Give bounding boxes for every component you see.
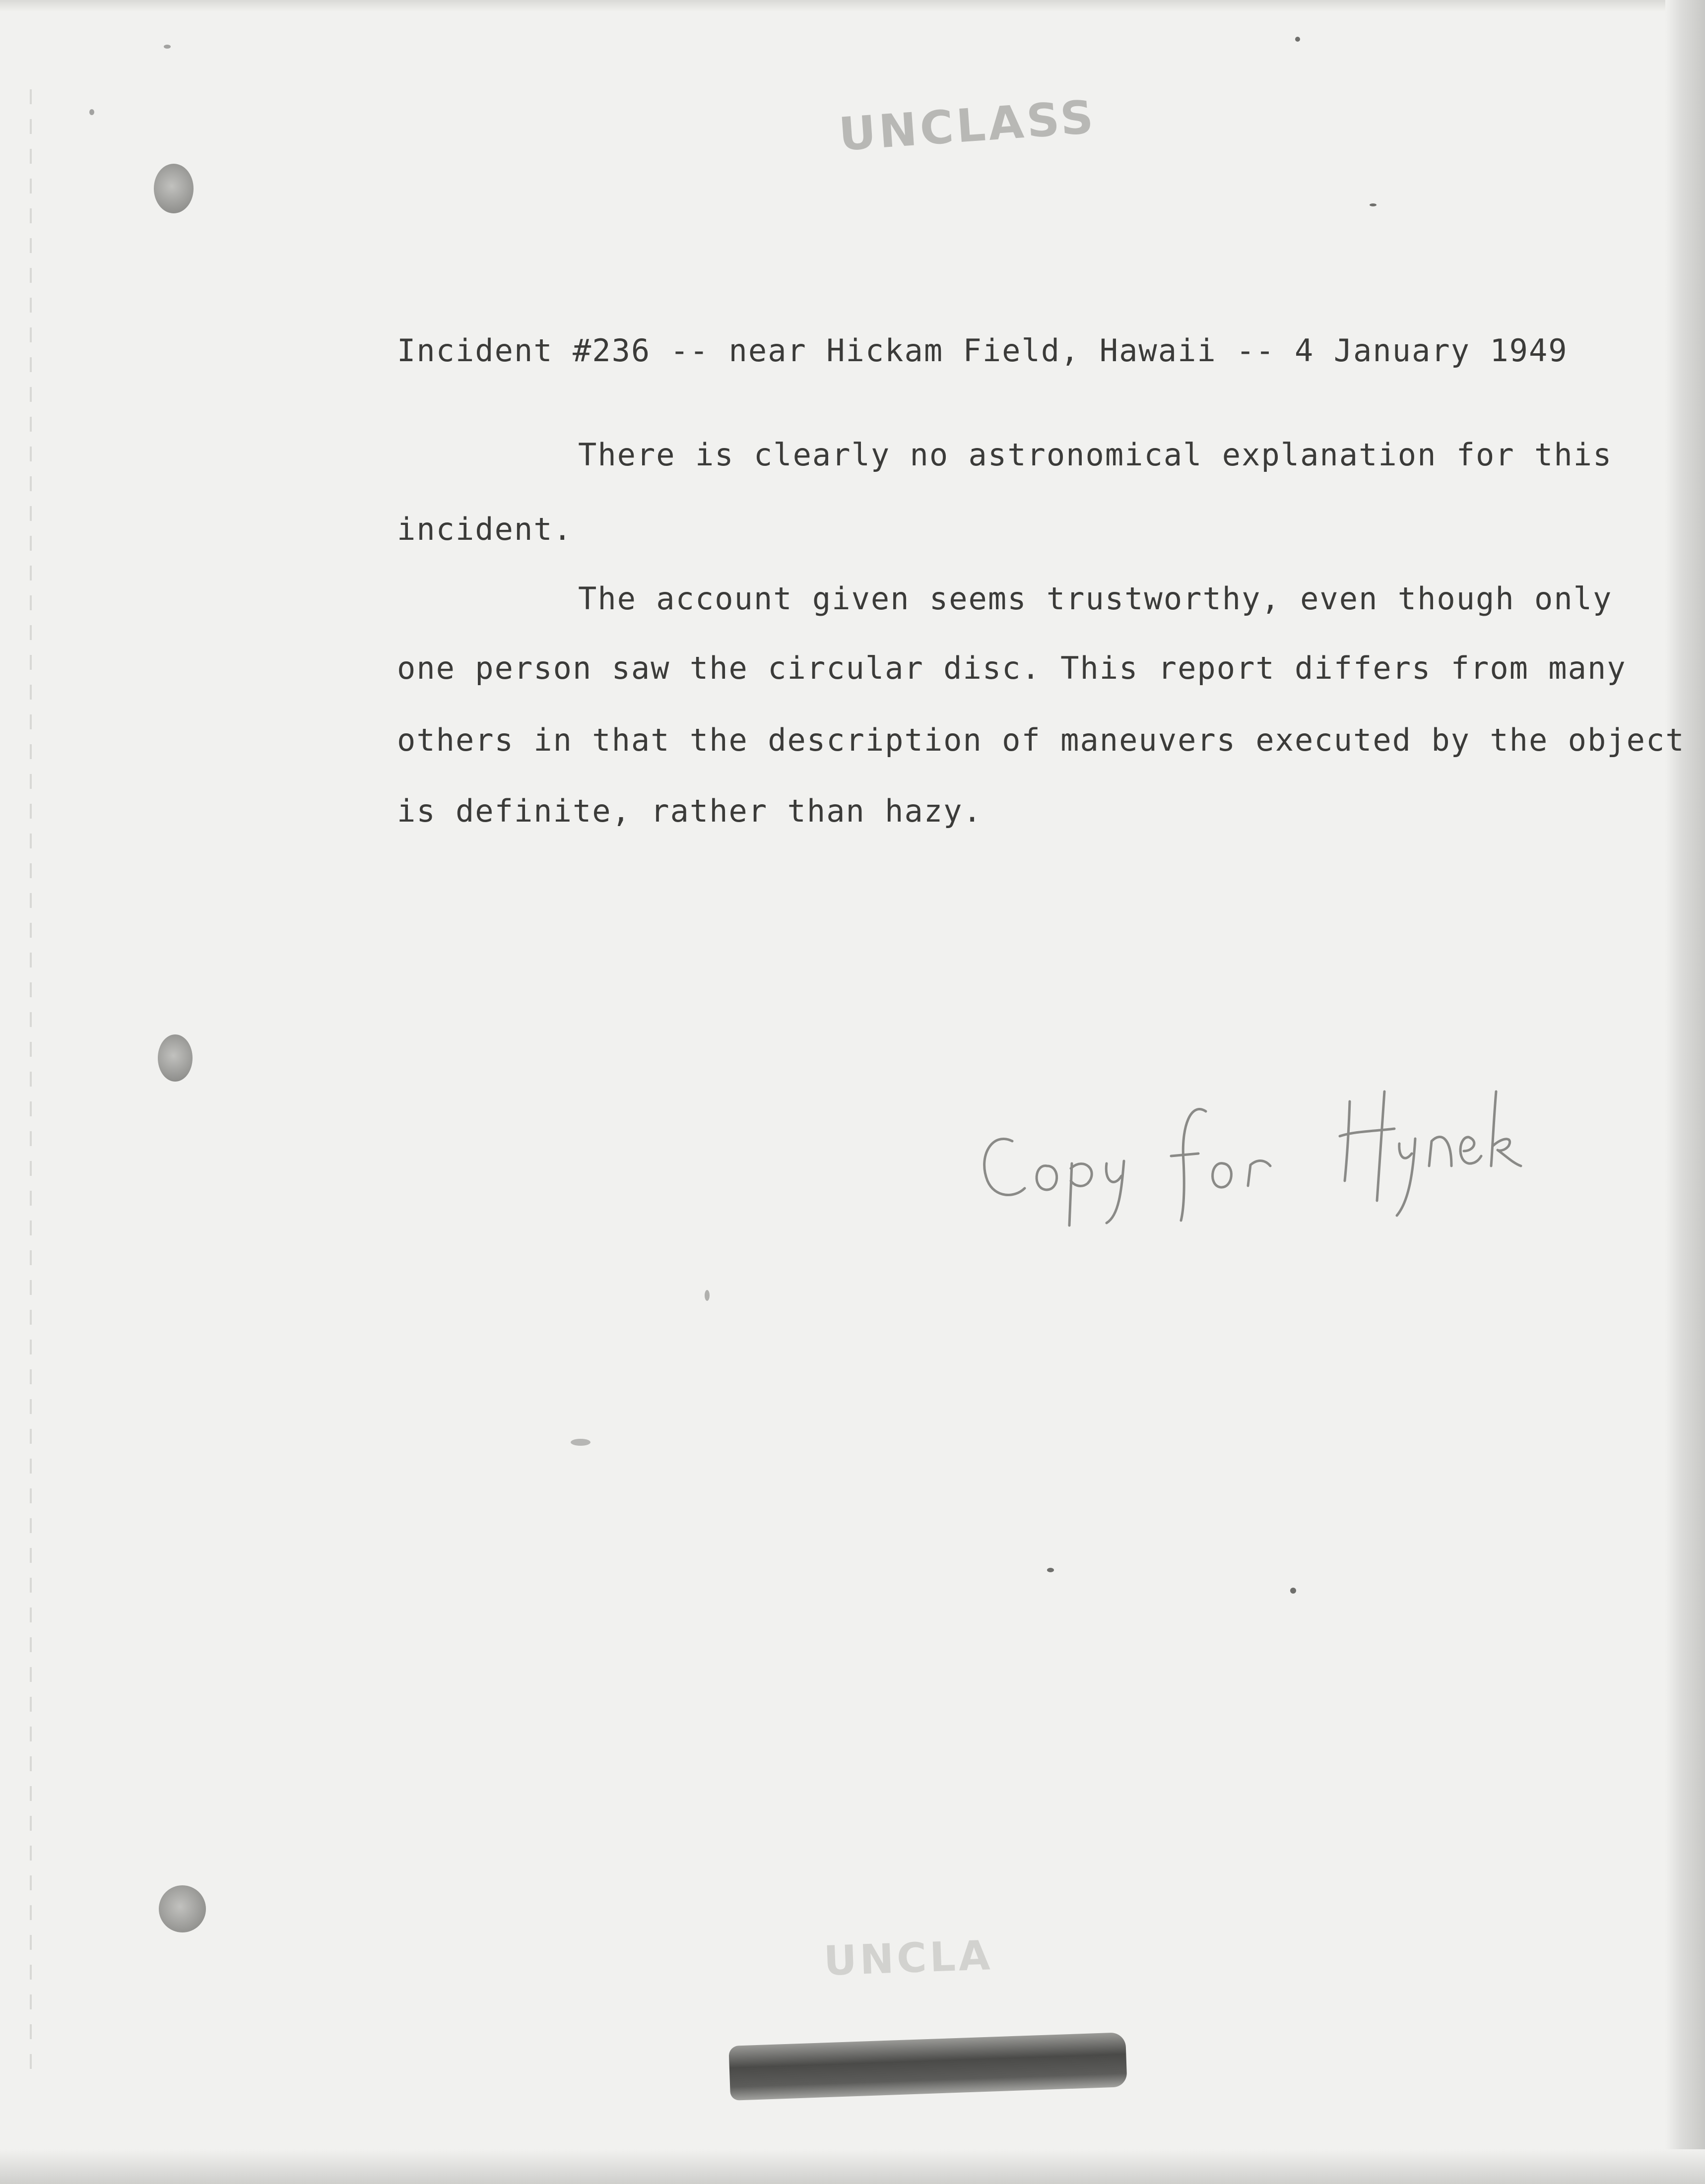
paragraph-2-line-2: one person saw the circular disc. This report differs from many xyxy=(397,650,1627,686)
handwritten-note-copy-for-hynek xyxy=(973,1082,1558,1230)
scan-speck xyxy=(571,1439,590,1446)
incident-heading: Incident #236 -- near Hickam Field, Hawaii -- 4 January 1949 xyxy=(397,332,1568,369)
paragraph-2-line-4: is definite, rather than hazy. xyxy=(397,793,983,829)
punch-hole-bottom xyxy=(159,1885,206,1932)
classification-stamp-bottom: UNCLA xyxy=(823,1932,994,1985)
classification-stamp-top: UNCLASS xyxy=(837,90,1098,161)
scan-speck xyxy=(1295,37,1300,42)
scan-speck xyxy=(705,1290,710,1301)
punch-hole-top xyxy=(154,164,194,213)
paragraph-2-line-1: The account given seems trustworthy, even though only xyxy=(578,580,1613,617)
paragraph-1-line-2: incident. xyxy=(397,511,573,547)
scan-edge-top xyxy=(0,0,1705,12)
scan-edge-right xyxy=(1665,0,1705,2184)
scan-speck xyxy=(164,45,171,49)
scan-edge-bottom xyxy=(0,2149,1705,2184)
scan-speck xyxy=(1047,1568,1054,1572)
punch-hole-middle xyxy=(158,1034,193,1082)
scan-speck xyxy=(89,109,94,115)
paragraph-1-line-1: There is clearly no astronomical explanation for this xyxy=(578,437,1613,473)
scan-speck xyxy=(1290,1588,1296,1594)
redaction-smear xyxy=(728,2032,1127,2101)
scan-edge-left xyxy=(30,89,32,2074)
scan-speck xyxy=(1370,203,1377,206)
paragraph-2-line-3: others in that the description of maneuvers executed by the object xyxy=(397,722,1685,758)
